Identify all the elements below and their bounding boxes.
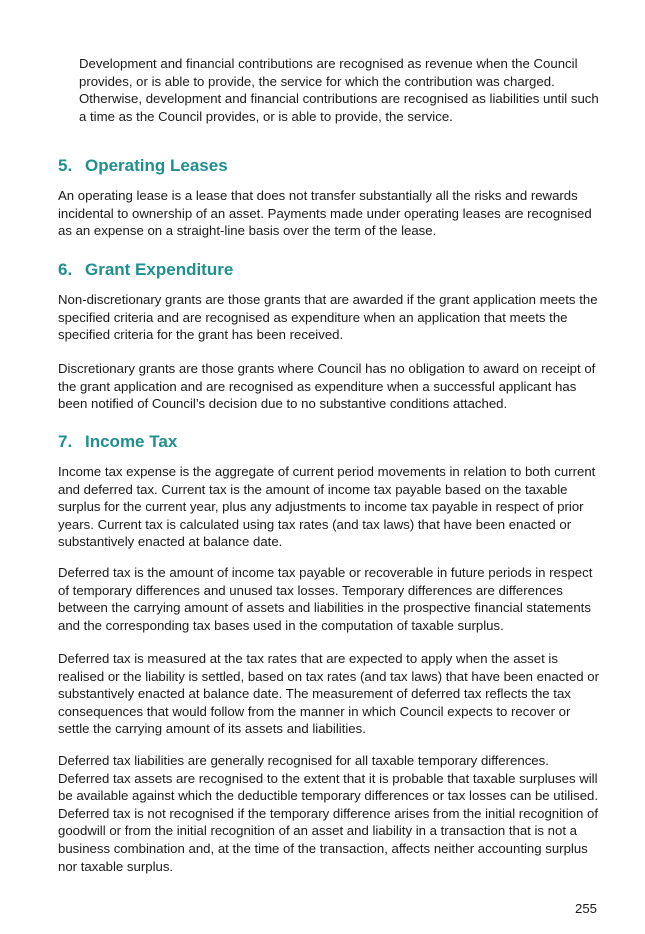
income-tax-paragraph-2: Deferred tax is the amount of income tax payable or recoverable in future periods in respect of temporary differences and unused tax losses. Temporary differences are differences between the carrying amount of assets and liabilities in the prospective financial statements and the corresponding tax bases used in the computation of taxable surplus.	[58, 565, 593, 633]
intro-paragraph: Development and financial contributions are recognised as revenue when the Council provides, or is able to provide, the service for which the contribution was charged. Otherwise, development and financial contributions are recognised as liabilities until such a time as the Council provides, or is able to provide, the service.	[79, 56, 599, 124]
income-tax-paragraph-1: Income tax expense is the aggregate of current period movements in relation to both current and deferred tax. Current tax is the amount of income tax payable based on the taxable surplus for the current year, plus any adjustments to income tax payable in respect of prior years. Current tax is calculated using tax rates (and tax laws) that have been enacted or substantively enacted at balance date.	[58, 464, 596, 550]
operating-leases-paragraph: An operating lease is a lease that does not transfer substantially all the risks and rewards incidental to ownership of an asset. Payments made under operating leases are recognised as an expense on a straight-line basis over the term of the lease.	[58, 188, 592, 239]
section-number: 7.	[58, 432, 73, 451]
section-title: Grant Expenditure	[85, 260, 234, 279]
section-title: Income Tax	[85, 432, 178, 451]
section-number: 5.	[58, 156, 73, 175]
grant-expenditure-paragraph-2: Discretionary grants are those grants where Council has no obligation to award on receipt of the grant application and are recognised as expenditure when a successful applicant has been notified of Council’s decision due to no substantive conditions attached.	[58, 361, 596, 412]
income-tax-paragraph-4: Deferred tax liabilities are generally recognised for all taxable temporary differences. Deferred tax assets are recognised to the extent that it is probable that taxable surpluses will be available against which the deductible temporary differences or tax losses can be utilised. Deferred tax is not recognised if the temporary difference arises from the initial recognition of goodwill or from the initial recognition of an asset and liability in a transaction that is not a business combination and, at the time of the transaction, affects neither accounting surplus nor taxable surplus.	[58, 753, 599, 874]
section-heading-grant-expenditure	[58, 260, 233, 280]
section-number: 6.	[58, 260, 73, 279]
income-tax-paragraph-3: Deferred tax is measured at the tax rates that are expected to apply when the asset is realised or the liability is settled, based on tax rates (and tax laws) that have been enacted or substantively enacted at balance date. The measurement of deferred tax reflects the tax consequences that would follow from the manner in which Council expects to recover or settle the carrying amount of its assets and liabilities.	[58, 651, 599, 737]
page-number: 255	[574, 901, 597, 916]
section-title: Operating Leases	[85, 156, 228, 175]
section-heading-income-tax	[58, 432, 177, 452]
grant-expenditure-paragraph-1: Non-discretionary grants are those grants that are awarded if the grant application meets the specified criteria and are recognised as expenditure when an application that meets the specified criteria for the grant has been received.	[58, 292, 598, 343]
section-heading-operating-leases	[58, 156, 228, 176]
